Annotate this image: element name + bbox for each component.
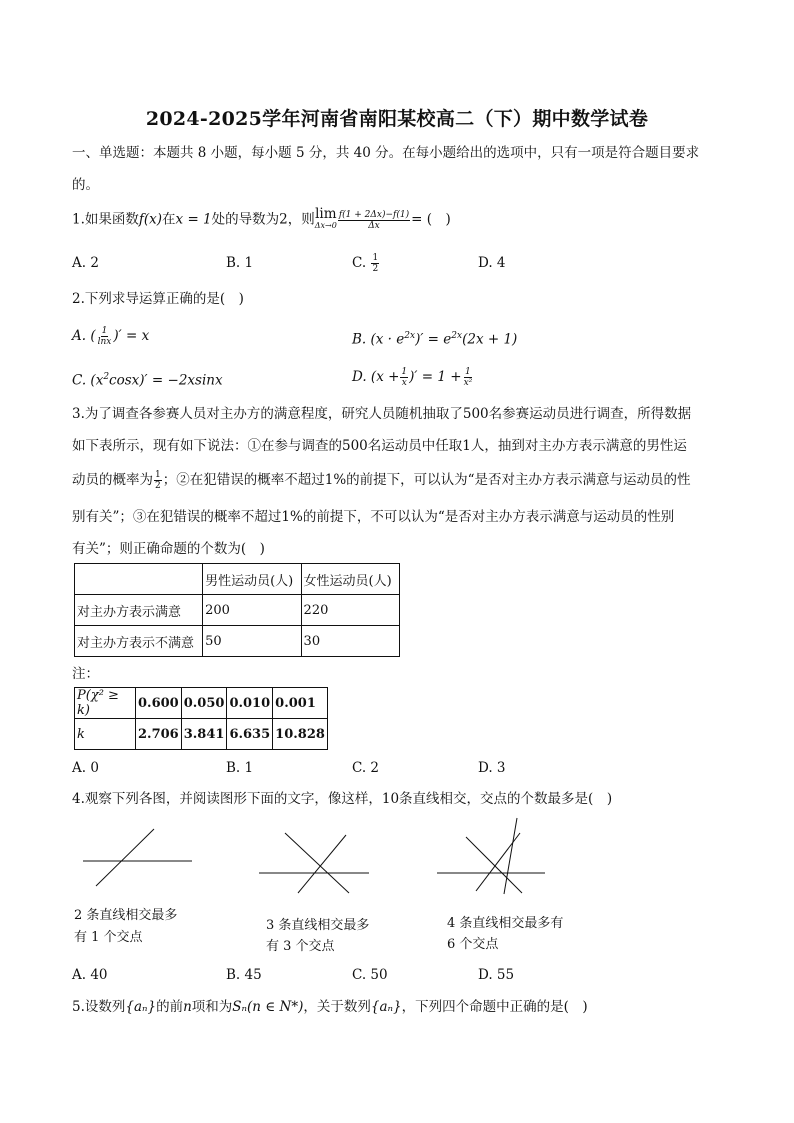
chi-square-table (74, 687, 328, 750)
q4-option-a: A. 40 (72, 967, 108, 983)
q2-a-num: 1 (101, 326, 108, 336)
q1-frac-num: f(1 + 2Δx)−f(1) (338, 209, 410, 220)
figure-1-caption-line2: 有 1 个交点 (74, 930, 143, 945)
table-row (75, 688, 328, 719)
table-cell (75, 564, 203, 595)
q5-an2: {aₙ} (370, 999, 402, 1015)
question-2-stem: 2.下列求导运算正确的是( ) (72, 291, 244, 307)
q3-option-a: A. 0 (72, 760, 99, 776)
question-3-line5: 有关”；则正确命题的个数为( ) (72, 541, 265, 557)
q2-c-text: C. (x (72, 372, 104, 389)
figure-line (504, 818, 517, 894)
q2-d-frac2 (463, 367, 474, 388)
table-header-row (75, 564, 400, 595)
table-cell: 2.706 (136, 719, 182, 750)
q1-text-d: = ( ) (411, 211, 451, 228)
figure-line (466, 837, 522, 893)
q1-option-a: A. 2 (72, 255, 99, 271)
table-cell: 200 (203, 595, 301, 626)
figure-line (285, 833, 349, 893)
q1-c-num: 1 (372, 253, 379, 263)
q1-c-den: 2 (372, 264, 379, 274)
q1-fx: f(x) (138, 211, 163, 228)
q3-line3-b: ；②在犯错误的概率不超过1%的前提下，可以认为“是否对主办方表示满意与运动员的性 (162, 472, 691, 488)
satisfaction-table (74, 563, 400, 657)
q3-line3-den: 2 (155, 481, 161, 491)
q5-text-a: 5.设数列 (72, 999, 126, 1015)
q2-c-end: cosx)′ = −2xsinx (109, 372, 223, 389)
q2-option-b (352, 326, 517, 350)
table-cell: 0.050 (181, 688, 227, 719)
figure-2-lines (83, 829, 192, 886)
table-cell: 0.010 (227, 688, 273, 719)
q1-fraction (338, 210, 410, 231)
figure-3-caption-line1: 4 条直线相交最多有 (447, 916, 564, 931)
table-cell: 女性运动员(人) (301, 564, 399, 595)
q3-line3-num: 1 (155, 470, 161, 480)
q2-b-sup: 2x (404, 331, 416, 341)
question-1-stem (72, 208, 451, 232)
q5-an1: {aₙ} (125, 999, 157, 1015)
figure-line (298, 835, 346, 893)
q5-text-d: ，关于数列 (303, 999, 371, 1015)
q1-option-c (352, 253, 380, 274)
table-cell: 10.828 (273, 719, 328, 750)
table-cell: 0.001 (273, 688, 328, 719)
figure-1-caption-line1: 2 条直线相交最多 (74, 908, 178, 923)
q3-option-b: B. 1 (226, 760, 254, 776)
table-cell: 对主办方表示不满意 (75, 626, 203, 657)
q3-line3-frac (154, 470, 162, 491)
q4-option-c: C. 50 (352, 967, 388, 983)
table-cell: 男性运动员(人) (203, 564, 301, 595)
q3-line3-a: 动员的概率为 (72, 472, 153, 488)
q1-frac-den: Δx (368, 220, 380, 231)
q2-b-mid: )′ = e (415, 331, 452, 348)
table-cell: 6.635 (227, 719, 273, 750)
q2-b-sup2: 2x (451, 331, 463, 341)
table-row (75, 595, 400, 626)
q2-a-pre: A. ( (72, 328, 96, 344)
q2-option-c (72, 367, 223, 391)
q2-d-frac (400, 367, 408, 388)
table-cell: 3.841 (181, 719, 227, 750)
q2-b-text: B. (x · e (352, 331, 405, 348)
q4-option-d: D. 55 (478, 967, 515, 983)
q2-a-frac (97, 326, 113, 347)
q5-n: n (183, 999, 192, 1015)
figure-3-lines (259, 833, 369, 893)
q2-b-end: (2x + 1) (462, 331, 518, 348)
q2-d-num2: 1 (465, 367, 471, 377)
figure-2-caption-line2: 有 3 个交点 (266, 939, 335, 954)
q2-d-num: 1 (401, 367, 408, 377)
q3-option-c: C. 2 (352, 760, 380, 776)
question-4-stem: 4.观察下列各图，并阅读图形下面的文字，像这样，10条直线相交，交点的个数最多是( ) (72, 791, 613, 807)
q5-text-c: 项和为 (191, 999, 233, 1015)
q2-option-a (72, 326, 149, 347)
q3-option-d: D. 3 (478, 760, 506, 776)
section-heading-line2: 的。 (72, 177, 99, 193)
q1-option-b: B. 1 (226, 255, 254, 271)
q5-sn: Sₙ(n ∈ N*) (232, 999, 304, 1015)
q2-d-den2: x² (463, 378, 473, 388)
table-cell: 30 (301, 626, 399, 657)
figure-2-caption-line1: 3 条直线相交最多 (266, 918, 370, 933)
q1-limit (315, 208, 337, 232)
q1-text-a: 1.如果函数 (72, 211, 139, 228)
q1-text-b: 在 (162, 211, 176, 228)
q1-lim: lim (315, 206, 337, 222)
q2-d-den: x (401, 378, 407, 388)
note-label: 注： (72, 666, 99, 682)
line-intersection-figures (0, 815, 794, 895)
q2-c-sup: 2 (103, 372, 110, 382)
q2-d-pre: D. (x + (352, 369, 400, 385)
q2-option-d (352, 367, 474, 388)
figure-4-lines (437, 818, 545, 894)
figure-3-caption-line2: 6 个交点 (447, 937, 499, 952)
q1-x1: x = 1 (175, 211, 212, 228)
table-cell: 220 (301, 595, 399, 626)
table-cell: 0.600 (136, 688, 182, 719)
figure-line (96, 829, 154, 886)
page-title: 2024-2025学年河南省南阳某校高二（下）期中数学试卷 (145, 108, 649, 130)
table-row (75, 719, 328, 750)
question-5-stem (72, 997, 588, 1017)
q1-lim-sub: Δx→0 (314, 221, 337, 230)
q2-a-den: lnx (97, 337, 112, 347)
question-3-line4: 别有关”；③在犯错误的概率不超过1%的前提下，不可以认为“是否对主办方表示满意与运动员的性别 (72, 509, 675, 525)
q5-text-e: ，下列四个命题中正确的是( ) (401, 999, 588, 1015)
table-cell: k (75, 719, 136, 750)
q5-text-b: 的前 (156, 999, 184, 1015)
question-3-line1: 3.为了调查各参赛人员对主办方的满意程度，研究人员随机抽取了500名参赛运动员进行调查，所得数据 (72, 406, 692, 422)
q1-option-d: D. 4 (478, 255, 506, 271)
q2-a-post: )′ = x (113, 328, 150, 344)
q1-text-c: 处的导数为2，则 (211, 211, 315, 228)
q1-option-c-label: C. (352, 255, 367, 271)
question-3-line2: 如下表所示，现有如下说法：①在参与调查的500名运动员中任取1人，抽到对主办方表示满意的男性运 (72, 438, 687, 454)
table-row (75, 626, 400, 657)
section-heading-line1: 一、单选题：本题共 8 小题，每小题 5 分，共 40 分。在每小题给出的选项中，只有一项是符合题目要求 (72, 145, 700, 161)
table-cell: 50 (203, 626, 301, 657)
section-heading (72, 143, 699, 163)
table-cell: 对主办方表示满意 (75, 595, 203, 626)
question-3-line3 (72, 470, 691, 491)
q2-d-mid: )′ = 1 + (409, 369, 462, 385)
table-cell: P(χ² ≥ k) (75, 688, 136, 719)
q4-option-b: B. 45 (226, 967, 262, 983)
q1-option-c-frac (371, 253, 379, 274)
